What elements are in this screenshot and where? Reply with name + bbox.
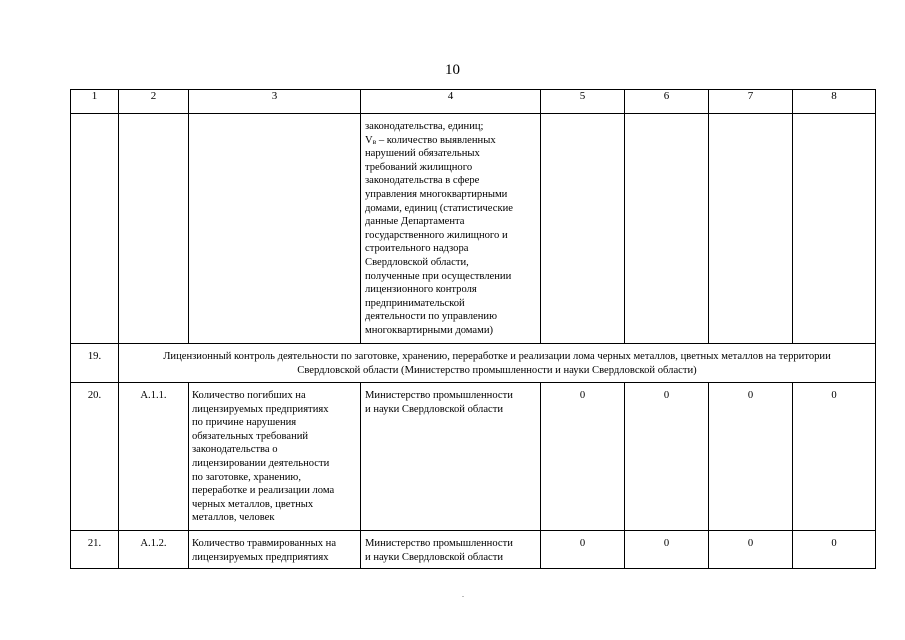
method-line: управления многоквартирными [365,188,508,200]
indicator-line: по заготовке, хранению, [192,471,301,483]
cont-col-6 [625,114,709,344]
indicator-line: металлов, человек [192,512,275,524]
indicator-line: законодательства о [192,444,278,456]
method-line: многоквартирными домами) [365,324,494,336]
indicator-line: Количество травмированных на [192,538,337,549]
section-number: 19. [71,344,119,383]
indicator-name [189,383,361,531]
indicator-line: лицензировании деятельности [192,457,330,469]
method-line: государственного жилищного и [365,229,508,241]
indicators-table [70,89,876,569]
source-line: Министерство промышленности [365,390,513,401]
header-col-2: 2 [119,90,189,114]
header-col-3: 3 [189,90,361,114]
cont-col-1 [71,114,119,344]
method-line: Свердловской области, [365,256,469,268]
cont-col-2 [119,114,189,344]
var-symbol: V [365,134,373,146]
value-col-5: 0 [541,531,625,569]
method-line: деятельности по управлению [365,311,497,323]
value-col-7: 0 [709,383,793,531]
value-col-6: 0 [625,383,709,531]
source-cell [361,383,541,531]
method-line: законодательства в сфере [365,175,480,187]
indicator-line: лицензируемых предприятиях [192,403,329,415]
section-row [71,344,876,383]
cont-method-cell [361,114,541,344]
indicator-line: черных металлов, цветных [192,498,314,510]
header-col-5: 5 [541,90,625,114]
value-col-6: 0 [625,531,709,569]
method-line: данные Департамента [365,216,465,228]
page-number: 10 [445,62,460,78]
indicator-line: по причине нарушения [192,417,297,429]
indicator-code: А.1.1. [119,383,189,531]
section-title [119,344,876,383]
cont-col-7 [709,114,793,344]
source-cell [361,531,541,569]
method-line: требований жилищного [365,161,473,173]
method-line: лицензионного контроля [365,284,477,296]
header-col-1: 1 [71,90,119,114]
method-line: – количество выявленных [378,134,496,146]
value-col-8: 0 [793,383,876,531]
section-title-line-2: Свердловской области (Министерство промышленности и науки Свердловской области) [297,365,697,376]
header-col-4: 4 [361,90,541,114]
indicator-name [189,531,361,569]
cont-col-5 [541,114,625,344]
table-row [71,383,876,531]
value-col-8: 0 [793,531,876,569]
var-subscript: в [372,136,377,146]
method-line: нарушений обязательных [365,148,480,160]
method-line: домами, единиц (статистические [365,202,513,214]
table-row [71,531,876,569]
method-line: законодательства, единиц; [365,121,484,132]
source-line: и науки Свердловской области [365,551,504,563]
cont-col-3 [189,114,361,344]
row-number: 21. [71,531,119,569]
method-line: полученные при осуществлении [365,270,512,282]
cont-col-8 [793,114,876,344]
method-line: предпринимательской [365,297,465,309]
header-col-7: 7 [709,90,793,114]
indicator-line: Количество погибших на [192,390,306,401]
source-line: Министерство промышленности [365,538,513,549]
method-line-variable [365,134,537,148]
source-line: и науки Свердловской области [365,403,504,415]
section-title-line-1: Лицензионный контроль деятельности по заготовке, хранению, переработке и реализации лома черных металлов, цветных металлов на территории [163,351,831,362]
row-number: 20. [71,383,119,531]
value-col-7: 0 [709,531,793,569]
method-line: строительного надзора [365,243,469,255]
header-col-6: 6 [625,90,709,114]
value-col-5: 0 [541,383,625,531]
indicator-code: А.1.2. [119,531,189,569]
indicator-line: переработке и реализации лома [192,485,335,497]
continuation-row [71,114,876,344]
header-col-8: 8 [793,90,876,114]
header-row [71,90,876,114]
indicator-line: лицензируемых предприятиях [192,551,329,563]
scan-dot [462,596,464,597]
indicator-line: обязательных требований [192,430,309,442]
